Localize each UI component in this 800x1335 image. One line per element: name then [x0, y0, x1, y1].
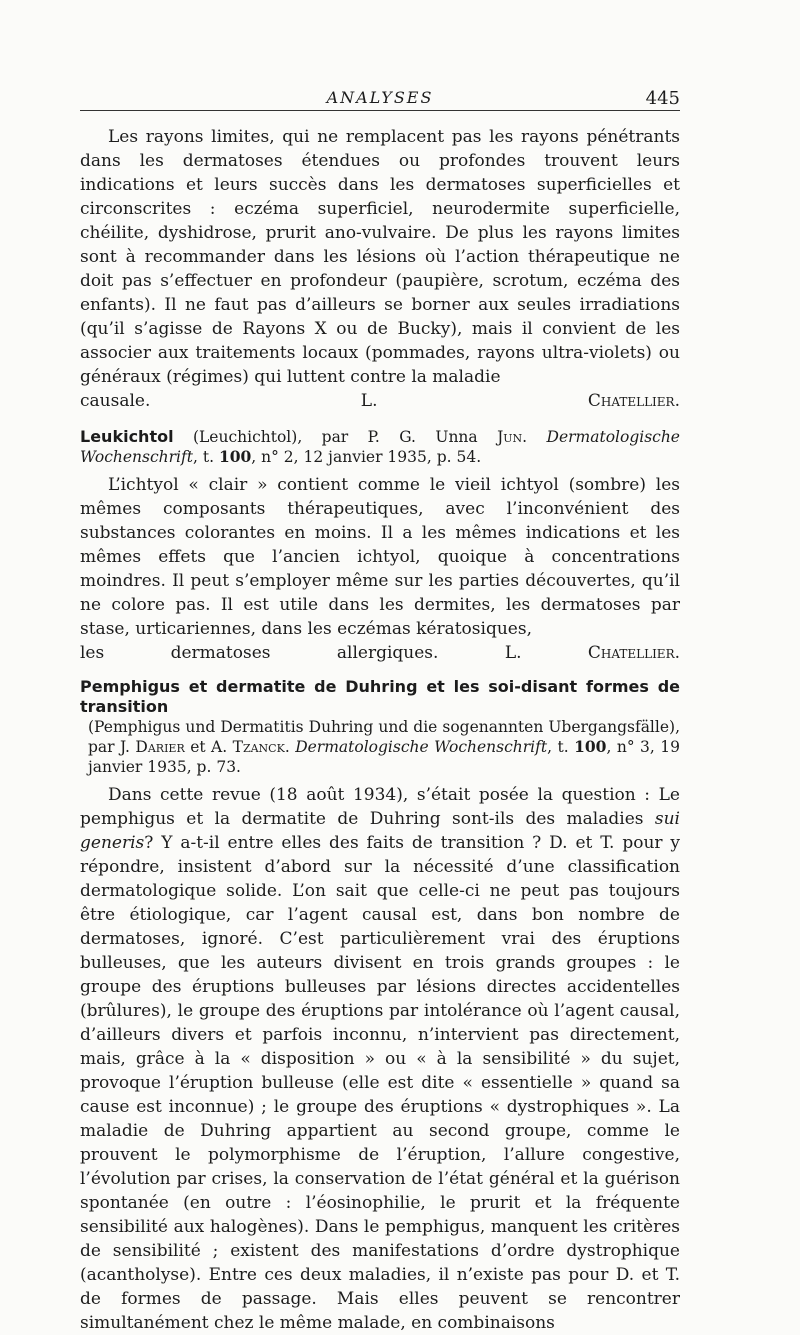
reference-text: , n° 3, 19 janvier 1935, p. 73. [88, 738, 680, 776]
article-reference [80, 677, 680, 777]
article-pemphigus [80, 677, 680, 1335]
paragraph-text: Dans cette revue (18 août 1934), s’était posée la question : Le pemphigus et la dermatite de Duhring sont-ils des maladies [80, 785, 680, 829]
body-paragraph [80, 783, 680, 1335]
page-number: 445 [645, 88, 680, 109]
volume-number: 100 [574, 737, 607, 756]
paragraph-closing-text: les dermatoses allergiques. [80, 643, 439, 663]
volume-number: 100 [218, 447, 252, 466]
paragraph-closing-text: causale. [80, 391, 151, 411]
page-body [80, 125, 680, 1335]
reference-text: , t. [192, 448, 214, 466]
latin-term: sui generis [80, 809, 680, 853]
reference-text: , t. [547, 738, 569, 756]
paragraph-text: ? Y a-t-il entre elles des faits de transition ? D. et T. pour y répondre, insistent d’abord sur la nécessité d’une classification dermatologique solide. L’on sait que celle-ci ne peut pas toujours être étiologique, car l’agent causal est, dans bon nombre de dermatoses, ignoré. C’est particulièrement vrai des éruptions bulleuses, que les auteurs divisent en trois grands groupes : le groupe des éruptions bulleuses par lésions directes accidentelles (brûlures), le groupe des éruptions par intolérance où l’agent causal, d’ailleurs divers et parfois inconnu, n’intervient pas directement, mais, grâce à la « disposition » ou « à la sensibilité » du sujet, provoque l’éruption bulleuse (elle est dite « essentielle » quand sa cause est inconnue) ; le groupe des éruptions « dystrophiques ». La maladie de Duhring appartient au second groupe, comme le prouvent le polymorphisme de l’éruption, l’allure congestive, l’évolution par crises, la conservation de l’état général et la guérison spontanée (en outre : l’éosinophilie, le prurit et la fréquente sensibilité aux halogènes). Dans le pemphigus, manquent les critères de sensibilité ; existent des manifestations d’ordre dystrophique (acantholyse). Entre ces deux maladies, il n’existe pas pour D. et T. de formes de passage. Mais elles peuvent se rencontrer simultanément chez le même malade, en combinaisons [80, 833, 680, 1333]
signature: L. Chatellier. [504, 643, 681, 663]
journal-name: Dermatologische Wochenschrift [80, 428, 680, 466]
signature-line [80, 641, 680, 665]
author-suffix: Jun. [497, 428, 528, 446]
reference-text: (Leuchichtol), par P. G. Unna [192, 428, 478, 446]
reference-text: , n° 2, 12 janvier 1935, p. 54. [251, 448, 482, 466]
article-leukichtol [80, 427, 680, 665]
running-title: ANALYSES [326, 88, 434, 107]
section-continuation [80, 125, 680, 413]
body-paragraph: L’ichtyol « clair » contient comme le vieil ichtyol (sombre) les mêmes composants thérapeutiques, avec l’inconvénient des substances colorantes en moins. Il a les mêmes indications et les mêmes effets que l’ancien ichtyol, quoique à concentrations moindres. Il peut s’employer même sur les parties découvertes, qu’il ne colore pas. Il est utile dans les dermites, les dermatoses par stase, urticariennes, dans les eczémas kératosiques, [80, 475, 680, 639]
signature-line [80, 389, 680, 413]
reference-text: et A. [190, 738, 228, 756]
author-name: Tzanck [232, 738, 285, 756]
article-title: Leukichtol [80, 427, 174, 446]
reference-details: (Pemphigus und Dermatitis Duhring und die sogenannten Ubergangsfälle), par J. Darier et A. Tzanck. Dermatologische Wochenschrift, t. 100, n° 3, 19 janvier 1935, p. 73. [88, 718, 680, 776]
body-paragraph: Les rayons limites, qui ne remplacent pas les rayons pénétrants dans les dermatoses étendues ou profondes trouvent leurs indications et leurs succès dans les dermatoses superficielles et circonscrites : eczéma superficiel, neurodermite superficielle, chéilite, dyshidrose, prurit ano-vulvaire. De plus les rayons limites sont à recommander dans les lésions où l’action thérapeutique ne doit pas s’effectuer en profondeur (paupière, scrotum, eczéma des enfants). Il ne faut pas d’ailleurs se borner aux seules irradiations (qu’il s’agisse de Rayons X ou de Bucky), mais il convient de les associer aux traitements locaux (pommades, rayons ultra-violets) ou généraux (régimes) qui luttent contre la maladie [80, 127, 680, 387]
signature: L. Chatellier. [360, 391, 680, 411]
running-header [80, 88, 680, 111]
article-title: Pemphigus et dermatite de Duhring et les soi-disant formes de transition [80, 677, 680, 716]
journal-name: Dermatologische Wochenschrift [295, 738, 548, 756]
article-reference [80, 427, 680, 467]
author-name: Darier [135, 738, 185, 756]
reference-text: (Pemphigus und Dermatitis Duhring und die sogenannten Ubergangsfälle), par J. [88, 718, 680, 756]
